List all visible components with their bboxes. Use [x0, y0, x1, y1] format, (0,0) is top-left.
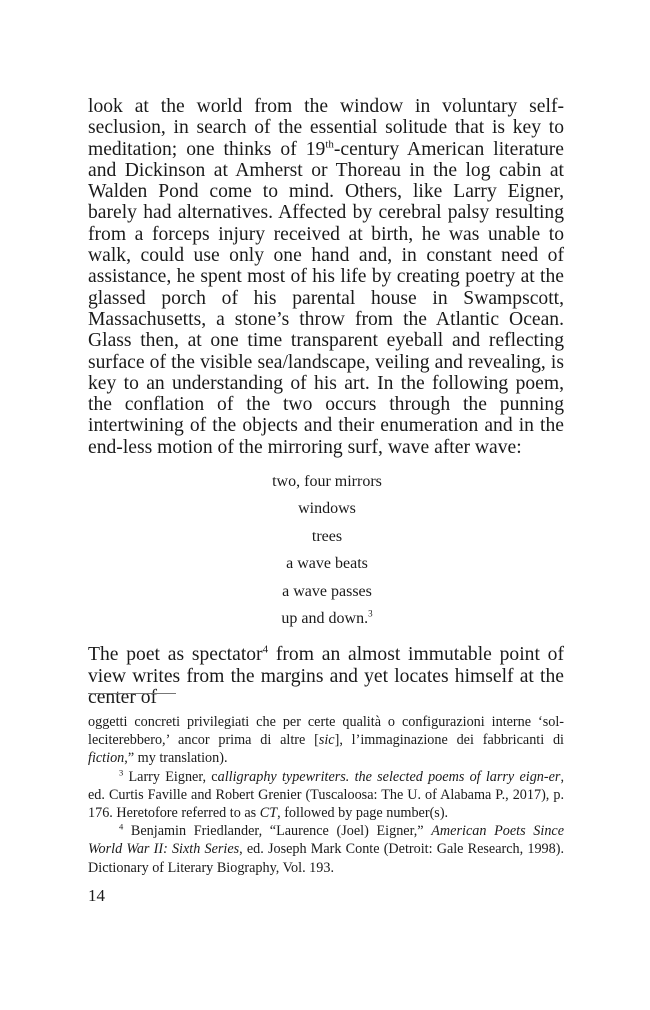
poem-line: two, four mirrors: [272, 473, 382, 491]
footnote-ref-4[interactable]: 4: [262, 643, 269, 656]
footnote-continued-text-c: ,” my translation).: [124, 750, 228, 767]
footnote-4: [88, 822, 564, 877]
footnote-4-text-a: Benjamin Friedlander, “Laurence (Joel) Eigner,”: [123, 823, 432, 840]
paragraph-2-text-b: from an almost immutable point of view writes from the margins and yet locates himself at the center of: [88, 644, 565, 709]
footnote-ref-3[interactable]: 3: [368, 608, 373, 619]
footnote-separator: [88, 693, 176, 694]
footnote-3-text-a: Larry Eigner, c: [123, 768, 218, 785]
poem-line-text: up and down.: [281, 610, 369, 628]
footnote-continued-text-b: ], l’immaginazione dei fabbricanti di: [334, 732, 565, 749]
footnote-4-book-title: American Poets Since World War II: Sixth Series: [88, 823, 565, 858]
footnote-3: [88, 768, 564, 823]
paragraph-2-text-a: The poet as spectator: [88, 644, 263, 666]
page-number: 14: [88, 886, 105, 905]
footnote-3-text-c: , followed by page number(s).: [277, 805, 449, 822]
footnote-3-abbrev: CT: [259, 805, 278, 822]
footnote-continued-text-a: oggetti concreti privilegiati che per certe qualità o configurazioni interne ‘sol-leciterebbero,’ ancor prima di altre [: [88, 714, 564, 749]
poem-line: a wave passes: [282, 582, 372, 600]
poem-block: [88, 468, 564, 632]
footnote-3-number: 3: [119, 766, 124, 777]
sic-italic: sic: [318, 732, 335, 749]
main-text-block: [88, 96, 564, 708]
paragraph-1-text-b: -century American literature and Dickinson at Amherst or Thoreau in the log cabin at Walden Pond come to mind. Others, like Larry Eigner, barely had alternatives. Affected by cerebral palsy resulting from a forceps injury received at birth, he was unable to walk, could use only one hand and, in constant need of assistance, he spent most of his life by creating poetry at the glassed porch of his parental house in Swampscott, Massachusetts, a stone’s throw from the Atlantic Ocean. Glass then, at one time transparent eyeball and reflecting surface of the visible sea/landscape, veiling and revealing, is key to an understanding of his art. In the following poem, the conflation of the two occurs through the punning intertwining of the objects and their enumeration and in the end-less motion of the mirroring surf, wave after wave:: [88, 138, 565, 458]
paragraph-1: [88, 96, 564, 458]
poem-line: a wave beats: [286, 555, 368, 573]
paragraph-1-text-a: look at the world from the window in voluntary self-seclusion, in search of the essential solitude that is key to meditation; one thinks of 19: [88, 96, 564, 160]
poem-line-last: [88, 605, 564, 632]
poem-line: windows: [298, 500, 356, 518]
footnotes-block: [88, 713, 564, 877]
fiction-italic: fiction: [88, 750, 125, 767]
ordinal-superscript: th: [325, 138, 334, 151]
paragraph-2: [88, 644, 564, 708]
footnote-4-text-b: , ed. Joseph Mark Conte (Detroit: Gale Research, 1998). Dictionary of Literary Biography, Vol. 193.: [88, 841, 564, 876]
footnote-continued: [88, 713, 564, 768]
footnote-4-number: 4: [119, 821, 124, 832]
footnote-3-book-title: alligraphy typewriters. the selected poems of larry eign-er: [217, 768, 561, 785]
footnote-3-text-b: , ed. Curtis Faville and Robert Grenier (Tuscaloosa: The U. of Alabama P., 2017), p. 176. Heretofore referred to as: [88, 768, 564, 822]
poem-line: trees: [311, 527, 343, 545]
